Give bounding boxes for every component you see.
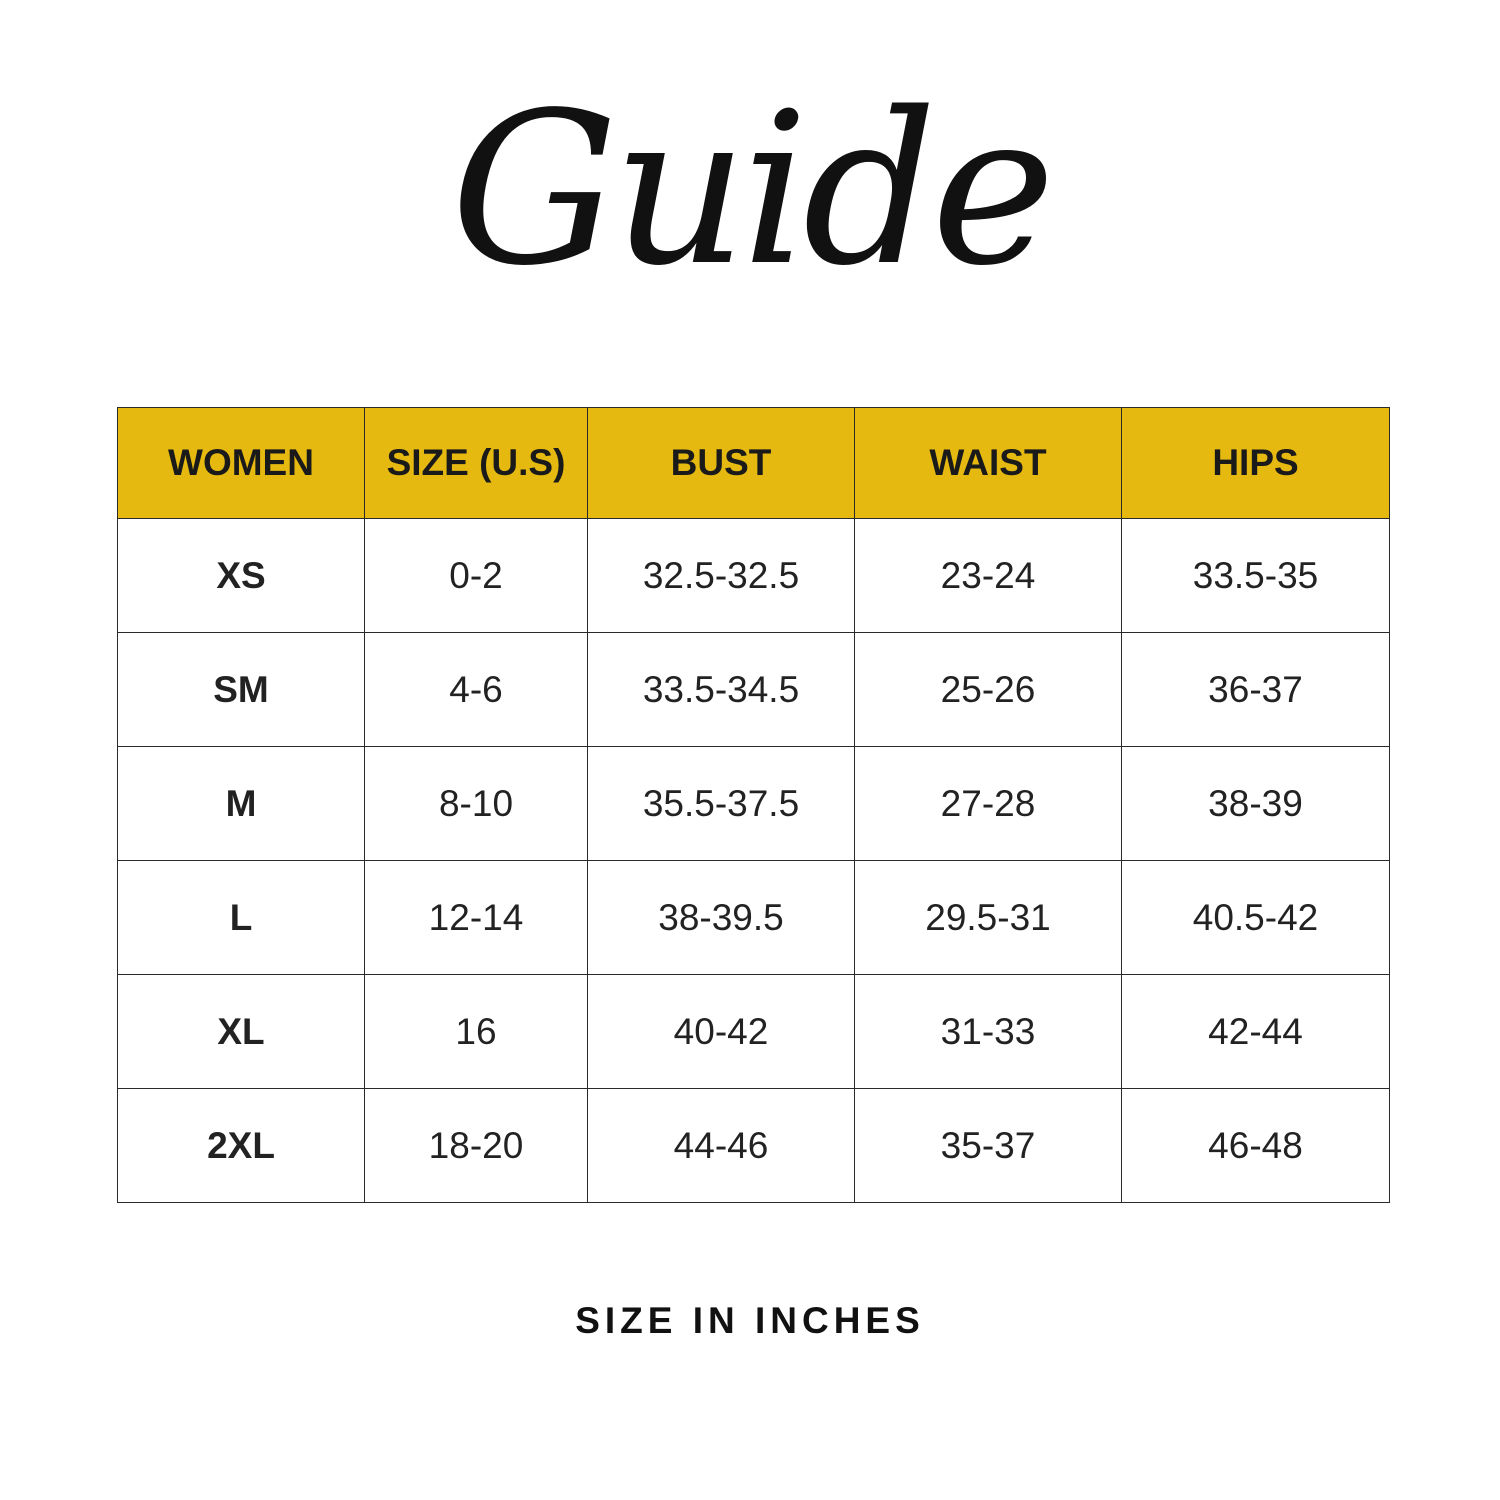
waist-cell: 23-24 <box>855 519 1122 633</box>
header-hips: HIPS <box>1122 408 1390 519</box>
us-size-cell: 18-20 <box>365 1089 588 1203</box>
hips-cell: 46-48 <box>1122 1089 1390 1203</box>
waist-cell: 35-37 <box>855 1089 1122 1203</box>
table-header-row <box>118 408 1390 519</box>
table-row <box>118 1089 1390 1203</box>
hips-cell: 40.5-42 <box>1122 861 1390 975</box>
waist-cell: 31-33 <box>855 975 1122 1089</box>
hips-cell: 36-37 <box>1122 633 1390 747</box>
waist-cell: 29.5-31 <box>855 861 1122 975</box>
table-row <box>118 975 1390 1089</box>
size-label-cell: L <box>118 861 365 975</box>
us-size-cell: 16 <box>365 975 588 1089</box>
guide-title: Guide <box>450 67 1050 312</box>
bust-cell: 38-39.5 <box>588 861 855 975</box>
header-size-us: SIZE (U.S) <box>365 408 588 519</box>
bust-cell: 40-42 <box>588 975 855 1089</box>
size-label-cell: 2XL <box>118 1089 365 1203</box>
size-chart-table <box>117 407 1390 1203</box>
bust-cell: 44-46 <box>588 1089 855 1203</box>
size-label-cell: XL <box>118 975 365 1089</box>
table-row <box>118 747 1390 861</box>
bust-cell: 32.5-32.5 <box>588 519 855 633</box>
us-size-cell: 12-14 <box>365 861 588 975</box>
table-row <box>118 861 1390 975</box>
us-size-cell: 0-2 <box>365 519 588 633</box>
header-bust: BUST <box>588 408 855 519</box>
waist-cell: 27-28 <box>855 747 1122 861</box>
hips-cell: 42-44 <box>1122 975 1390 1089</box>
size-label-cell: M <box>118 747 365 861</box>
bust-cell: 33.5-34.5 <box>588 633 855 747</box>
us-size-cell: 4-6 <box>365 633 588 747</box>
waist-cell: 25-26 <box>855 633 1122 747</box>
size-label-cell: SM <box>118 633 365 747</box>
header-women: WOMEN <box>118 408 365 519</box>
table-row <box>118 519 1390 633</box>
header-waist: WAIST <box>855 408 1122 519</box>
hips-cell: 38-39 <box>1122 747 1390 861</box>
table-row <box>118 633 1390 747</box>
hips-cell: 33.5-35 <box>1122 519 1390 633</box>
size-label-cell: XS <box>118 519 365 633</box>
us-size-cell: 8-10 <box>365 747 588 861</box>
size-unit-note: SIZE IN INCHES <box>575 1300 925 1341</box>
bust-cell: 35.5-37.5 <box>588 747 855 861</box>
